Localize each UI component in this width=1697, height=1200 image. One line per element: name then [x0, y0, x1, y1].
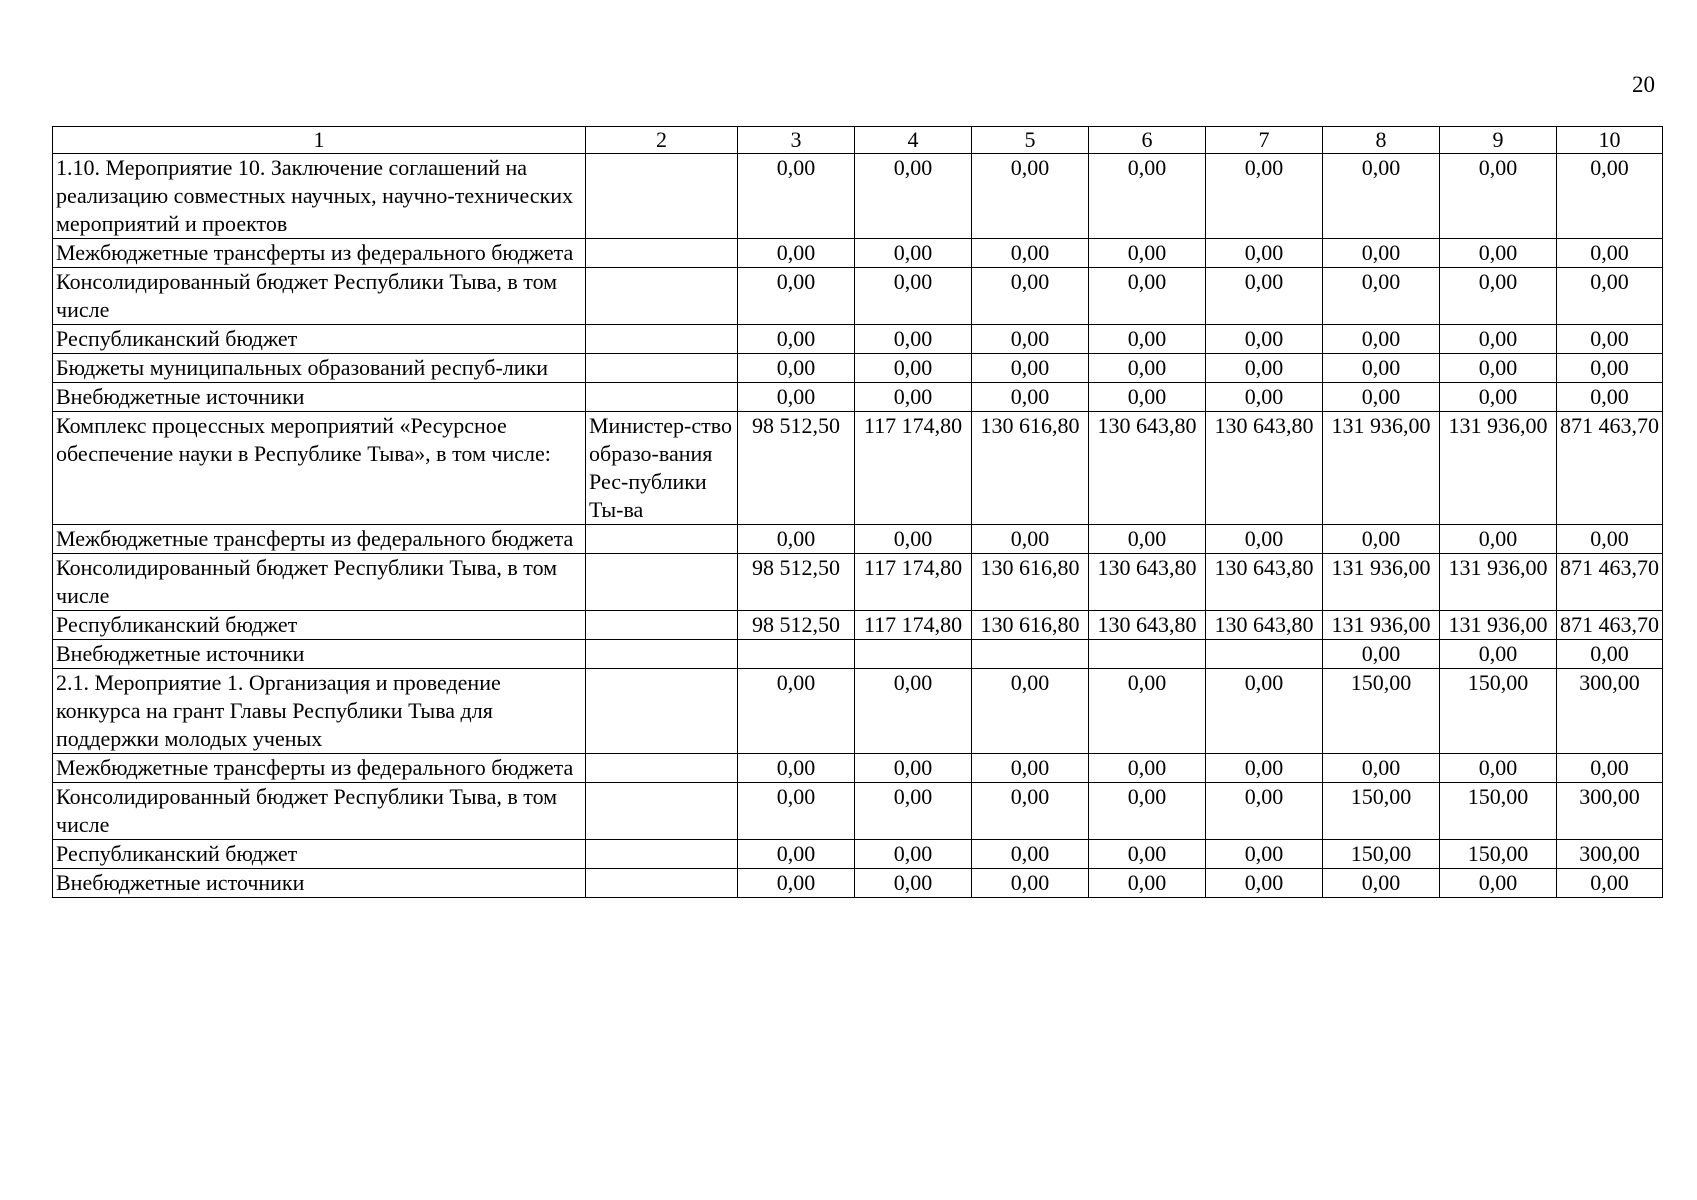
- value-cell: 0,00: [855, 754, 972, 783]
- value-cell: 0,00: [1089, 325, 1206, 354]
- table-row: [53, 669, 1663, 754]
- value-cell: 150,00: [1440, 783, 1557, 840]
- value-cell: 0,00: [738, 325, 855, 354]
- value-cell: 0,00: [972, 754, 1089, 783]
- table-row: [53, 412, 1663, 525]
- value-cell: 0,00: [855, 239, 972, 268]
- value-cell: 0,00: [1206, 840, 1323, 869]
- value-cell: 0,00: [1557, 383, 1663, 412]
- value-cell: 117 174,80: [855, 554, 972, 611]
- value-cell: 0,00: [1089, 783, 1206, 840]
- table-row: [53, 640, 1663, 669]
- value-cell: 0,00: [738, 239, 855, 268]
- header-cell: 10: [1557, 127, 1663, 154]
- value-cell: 0,00: [1089, 154, 1206, 239]
- table-row: [53, 268, 1663, 325]
- row-label: Внебюджетные источники: [53, 640, 586, 669]
- value-cell: 131 936,00: [1440, 554, 1557, 611]
- value-cell: 0,00: [1557, 325, 1663, 354]
- table-row: [53, 869, 1663, 898]
- value-cell: 0,00: [1089, 669, 1206, 754]
- value-cell: 0,00: [1557, 154, 1663, 239]
- value-cell: 0,00: [738, 783, 855, 840]
- value-cell: 0,00: [1089, 239, 1206, 268]
- header-cell: 2: [586, 127, 738, 154]
- value-cell: 0,00: [1323, 525, 1440, 554]
- value-cell: 0,00: [1440, 268, 1557, 325]
- value-cell: 300,00: [1557, 669, 1663, 754]
- value-cell: [1089, 640, 1206, 669]
- value-cell: 0,00: [1440, 383, 1557, 412]
- responsible-cell: [586, 325, 738, 354]
- responsible-cell: [586, 354, 738, 383]
- value-cell: 0,00: [972, 325, 1089, 354]
- value-cell: 150,00: [1440, 669, 1557, 754]
- row-label: Межбюджетные трансферты из федерального бюджета: [53, 239, 586, 268]
- row-label: Консолидированный бюджет Республики Тыва, в том числе: [53, 554, 586, 611]
- responsible-cell: Министер-ство образо-вания Рес-публики Ты-ва: [586, 412, 738, 525]
- table-row: [53, 325, 1663, 354]
- value-cell: 0,00: [855, 325, 972, 354]
- responsible-cell: [586, 869, 738, 898]
- header-cell: 6: [1089, 127, 1206, 154]
- value-cell: 0,00: [855, 669, 972, 754]
- header-cell: 3: [738, 127, 855, 154]
- value-cell: 0,00: [1440, 354, 1557, 383]
- value-cell: 117 174,80: [855, 611, 972, 640]
- value-cell: 0,00: [855, 354, 972, 383]
- table-row: [53, 154, 1663, 239]
- value-cell: 0,00: [972, 383, 1089, 412]
- responsible-cell: [586, 783, 738, 840]
- table-row: [53, 783, 1663, 840]
- value-cell: 0,00: [1206, 783, 1323, 840]
- value-cell: 0,00: [738, 525, 855, 554]
- value-cell: 0,00: [1206, 325, 1323, 354]
- value-cell: 0,00: [1323, 754, 1440, 783]
- header-row: [53, 127, 1663, 154]
- value-cell: 0,00: [1323, 383, 1440, 412]
- value-cell: 0,00: [1206, 268, 1323, 325]
- value-cell: 0,00: [1323, 325, 1440, 354]
- value-cell: 0,00: [1089, 840, 1206, 869]
- value-cell: 98 512,50: [738, 554, 855, 611]
- value-cell: 0,00: [1557, 354, 1663, 383]
- table-row: [53, 754, 1663, 783]
- table-row: [53, 239, 1663, 268]
- row-label: Комплекс процессных мероприятий «Ресурсное обеспечение науки в Республике Тыва», в том числе:: [53, 412, 586, 525]
- value-cell: 0,00: [1206, 669, 1323, 754]
- table-row: [53, 554, 1663, 611]
- responsible-cell: [586, 525, 738, 554]
- value-cell: 131 936,00: [1323, 611, 1440, 640]
- value-cell: 871 463,70: [1557, 554, 1663, 611]
- value-cell: 0,00: [1206, 154, 1323, 239]
- row-label: Консолидированный бюджет Республики Тыва, в том числе: [53, 268, 586, 325]
- value-cell: 0,00: [738, 154, 855, 239]
- value-cell: [972, 640, 1089, 669]
- row-label: Республиканский бюджет: [53, 611, 586, 640]
- value-cell: 0,00: [1557, 640, 1663, 669]
- responsible-cell: [586, 754, 738, 783]
- value-cell: 150,00: [1323, 669, 1440, 754]
- value-cell: 0,00: [1440, 525, 1557, 554]
- value-cell: 130 643,80: [1206, 611, 1323, 640]
- value-cell: 0,00: [972, 869, 1089, 898]
- value-cell: 300,00: [1557, 840, 1663, 869]
- responsible-cell: [586, 840, 738, 869]
- value-cell: 0,00: [1440, 154, 1557, 239]
- value-cell: 0,00: [972, 354, 1089, 383]
- value-cell: 0,00: [1440, 239, 1557, 268]
- value-cell: 0,00: [1323, 354, 1440, 383]
- value-cell: 0,00: [855, 840, 972, 869]
- value-cell: [855, 640, 972, 669]
- table-row: [53, 525, 1663, 554]
- row-label: Бюджеты муниципальных образований респуб-лики: [53, 354, 586, 383]
- value-cell: 0,00: [738, 869, 855, 898]
- value-cell: 0,00: [738, 669, 855, 754]
- value-cell: 0,00: [738, 754, 855, 783]
- value-cell: 871 463,70: [1557, 611, 1663, 640]
- header-cell: 8: [1323, 127, 1440, 154]
- value-cell: 98 512,50: [738, 611, 855, 640]
- value-cell: 0,00: [1206, 869, 1323, 898]
- value-cell: 131 936,00: [1440, 412, 1557, 525]
- responsible-cell: [586, 640, 738, 669]
- value-cell: 0,00: [1440, 869, 1557, 898]
- value-cell: 150,00: [1440, 840, 1557, 869]
- value-cell: 0,00: [855, 869, 972, 898]
- value-cell: 0,00: [855, 783, 972, 840]
- value-cell: 117 174,80: [855, 412, 972, 525]
- value-cell: 0,00: [972, 525, 1089, 554]
- value-cell: 0,00: [972, 268, 1089, 325]
- value-cell: 150,00: [1323, 840, 1440, 869]
- value-cell: 0,00: [1323, 154, 1440, 239]
- responsible-cell: [586, 554, 738, 611]
- value-cell: 130 616,80: [972, 412, 1089, 525]
- value-cell: 0,00: [738, 840, 855, 869]
- row-label: 1.10. Мероприятие 10. Заключение соглашений на реализацию совместных научных, научно-технических мероприятий и проектов: [53, 154, 586, 239]
- value-cell: 0,00: [1557, 268, 1663, 325]
- value-cell: 130 616,80: [972, 611, 1089, 640]
- value-cell: 0,00: [1089, 525, 1206, 554]
- responsible-cell: [586, 268, 738, 325]
- row-label: Республиканский бюджет: [53, 325, 586, 354]
- value-cell: 0,00: [1323, 239, 1440, 268]
- value-cell: 300,00: [1557, 783, 1663, 840]
- budget-table: [52, 126, 1663, 898]
- value-cell: 130 643,80: [1089, 554, 1206, 611]
- responsible-cell: [586, 154, 738, 239]
- value-cell: 0,00: [1557, 525, 1663, 554]
- page-number: 20: [1632, 72, 1655, 97]
- value-cell: 0,00: [1089, 869, 1206, 898]
- value-cell: 0,00: [1557, 239, 1663, 268]
- row-label: Межбюджетные трансферты из федерального бюджета: [53, 754, 586, 783]
- header-cell: 7: [1206, 127, 1323, 154]
- value-cell: 0,00: [1089, 354, 1206, 383]
- value-cell: 98 512,50: [738, 412, 855, 525]
- value-cell: 0,00: [738, 383, 855, 412]
- table-row: [53, 840, 1663, 869]
- row-label: Консолидированный бюджет Республики Тыва, в том числе: [53, 783, 586, 840]
- value-cell: 0,00: [855, 383, 972, 412]
- value-cell: 0,00: [738, 268, 855, 325]
- value-cell: 0,00: [1557, 754, 1663, 783]
- value-cell: 130 643,80: [1206, 554, 1323, 611]
- value-cell: 0,00: [1323, 869, 1440, 898]
- value-cell: 0,00: [972, 154, 1089, 239]
- value-cell: 0,00: [1206, 239, 1323, 268]
- header-cell: 1: [53, 127, 586, 154]
- value-cell: 0,00: [1440, 325, 1557, 354]
- value-cell: 0,00: [1323, 268, 1440, 325]
- responsible-cell: [586, 383, 738, 412]
- value-cell: 0,00: [738, 354, 855, 383]
- value-cell: 0,00: [972, 840, 1089, 869]
- header-cell: 4: [855, 127, 972, 154]
- value-cell: 0,00: [1440, 754, 1557, 783]
- value-cell: 131 936,00: [1440, 611, 1557, 640]
- responsible-cell: [586, 611, 738, 640]
- value-cell: 871 463,70: [1557, 412, 1663, 525]
- table-row: [53, 383, 1663, 412]
- row-label: Республиканский бюджет: [53, 840, 586, 869]
- value-cell: 131 936,00: [1323, 554, 1440, 611]
- value-cell: 0,00: [855, 154, 972, 239]
- header-cell: 9: [1440, 127, 1557, 154]
- value-cell: 130 616,80: [972, 554, 1089, 611]
- value-cell: 0,00: [1089, 754, 1206, 783]
- row-label: Межбюджетные трансферты из федерального бюджета: [53, 525, 586, 554]
- header-cell: 5: [972, 127, 1089, 154]
- table-row: [53, 354, 1663, 383]
- row-label: Внебюджетные источники: [53, 383, 586, 412]
- value-cell: 0,00: [1440, 640, 1557, 669]
- value-cell: 0,00: [1206, 354, 1323, 383]
- value-cell: 0,00: [972, 783, 1089, 840]
- value-cell: 130 643,80: [1089, 611, 1206, 640]
- value-cell: 0,00: [1206, 754, 1323, 783]
- value-cell: 0,00: [1089, 383, 1206, 412]
- value-cell: 130 643,80: [1089, 412, 1206, 525]
- row-label: Внебюджетные источники: [53, 869, 586, 898]
- value-cell: 0,00: [855, 268, 972, 325]
- value-cell: 131 936,00: [1323, 412, 1440, 525]
- value-cell: 130 643,80: [1206, 412, 1323, 525]
- value-cell: 0,00: [855, 525, 972, 554]
- responsible-cell: [586, 669, 738, 754]
- responsible-cell: [586, 239, 738, 268]
- value-cell: 0,00: [972, 239, 1089, 268]
- value-cell: 0,00: [1557, 869, 1663, 898]
- value-cell: 150,00: [1323, 783, 1440, 840]
- table-row: [53, 611, 1663, 640]
- value-cell: [1206, 640, 1323, 669]
- value-cell: [738, 640, 855, 669]
- value-cell: 0,00: [972, 669, 1089, 754]
- value-cell: 0,00: [1089, 268, 1206, 325]
- value-cell: 0,00: [1206, 383, 1323, 412]
- value-cell: 0,00: [1323, 640, 1440, 669]
- row-label: 2.1. Мероприятие 1. Организация и проведение конкурса на грант Главы Республики Тыва для поддержки молодых ученых: [53, 669, 586, 754]
- value-cell: 0,00: [1206, 525, 1323, 554]
